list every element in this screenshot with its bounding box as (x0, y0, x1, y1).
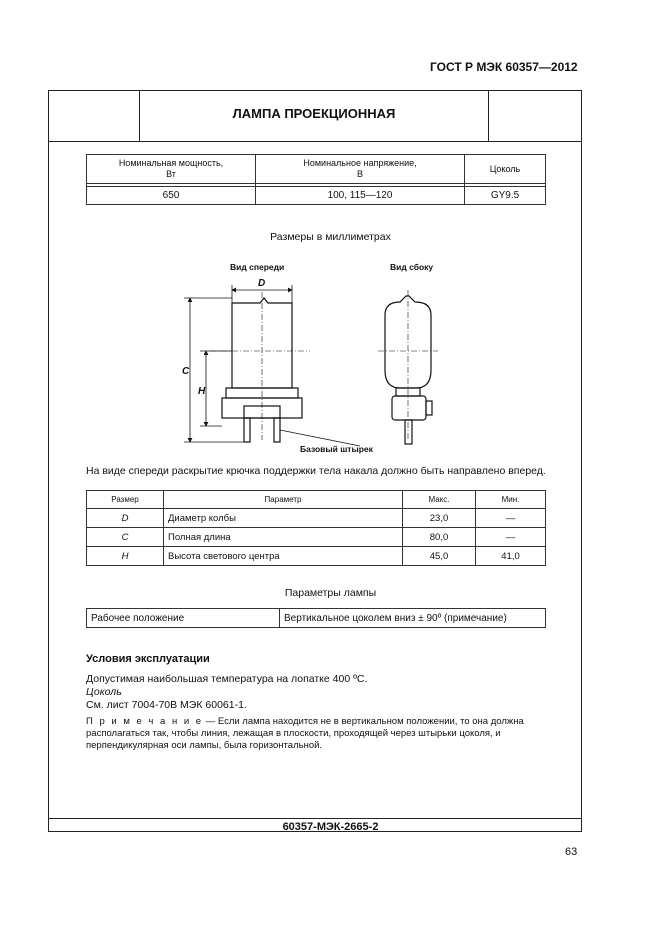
side-cap-body (392, 396, 426, 420)
front-view-label: Вид спереди (230, 262, 285, 272)
dim-cell-max: 45,0 (403, 547, 476, 566)
dim-cell-min: 41,0 (476, 547, 546, 566)
ratings-header-voltage-line2: В (356, 169, 363, 179)
dim-cell-symbol: D (87, 509, 164, 528)
note-prefix: П р и м е ч а н и е (86, 716, 204, 727)
side-view (378, 290, 438, 444)
dim-header-size: Размер (87, 491, 164, 509)
note-text: — Если лампа находится не в вертикальном положении, то она должна располагаться так, чтобы линия, лежащая в плоскости, проходящей через штырьки цоколя, и перпендикулярная оси лампы, была горизонтальной. (86, 716, 524, 751)
conditions-title: Условия эксплуатации (86, 653, 210, 665)
lamp-params-caption: Параметры лампы (284, 587, 377, 599)
ratings-cell-power: 650 (87, 187, 256, 205)
ratings-header-voltage (256, 155, 465, 184)
side-pin (405, 420, 412, 444)
ratings-table (86, 154, 546, 205)
dim-cell-symbol: C (87, 528, 164, 547)
params-cell-label: Рабочее положение (87, 609, 280, 628)
dim-H-label: H (198, 386, 206, 397)
ratings-header-power-line1: Номинальная мощность, (118, 158, 224, 168)
page-number: 63 (565, 846, 578, 858)
dim-header-max: Макс. (403, 491, 476, 509)
orientation-note: На виде спереди раскрытие крючка поддержки тела накала должно быть направлено вперед. (86, 465, 546, 477)
dim-cell-param: Высота светового центра (164, 547, 403, 566)
dim-cell-min: — (476, 528, 546, 547)
dim-cell-param: Полная длина (164, 528, 403, 547)
params-cell-value: Вертикальное цоколем вниз ± 90º (примечание) (280, 609, 546, 628)
side-view-label: Вид сбоку (390, 262, 434, 272)
dim-cell-min: — (476, 509, 546, 528)
ratings-cell-voltage: 100, 115—120 (256, 187, 465, 205)
ratings-header-power-line2: Вт (166, 169, 176, 179)
dim-cell-max: 23,0 (403, 509, 476, 528)
ratings-header-cap: Цоколь (465, 155, 546, 184)
dim-header-min: Мин. (476, 491, 546, 509)
dim-header-param: Параметр (164, 491, 403, 509)
table-row (87, 547, 546, 566)
dim-D-label: D (258, 278, 266, 289)
ratings-header-voltage-line1: Номинальное напряжение, (303, 158, 417, 168)
table-row (87, 528, 546, 547)
front-view (210, 292, 310, 442)
side-cap-tab (426, 401, 432, 415)
dimensions-caption: Размеры в миллиметрах (270, 231, 391, 243)
page-title: ЛАМПА ПРОЕКЦИОННАЯ (232, 106, 396, 121)
ratings-cell-cap: GY9.5 (465, 187, 546, 205)
dim-C-label: C (182, 366, 190, 377)
table-row (87, 509, 546, 528)
dim-cell-symbol: H (87, 547, 164, 566)
sheet-id: 60357-МЭК-2665-2 (282, 821, 379, 833)
standard-code: ГОСТ Р МЭК 60357—2012 (430, 60, 578, 74)
footer-divider (48, 818, 582, 819)
dim-cell-param: Диаметр колбы (164, 509, 403, 528)
note-paragraph (86, 716, 576, 752)
front-pin-right (274, 418, 280, 442)
conditions-cap-label: Цоколь (86, 686, 122, 698)
dim-cell-max: 80,0 (403, 528, 476, 547)
conditions-temperature: Допустимая наибольшая температура на лопатке 400 ºС. (86, 673, 368, 685)
lamp-diagram (170, 270, 450, 450)
ratings-header-power (87, 155, 256, 184)
title-divider-right (488, 90, 489, 142)
dimensions-table (86, 490, 546, 566)
base-pin-label: Базовый штырек (300, 444, 373, 454)
conditions-sheet-ref: См. лист 7004-70В МЭК 60061-1. (86, 699, 247, 711)
front-pin-left (244, 418, 250, 442)
lamp-params-table (86, 608, 546, 628)
